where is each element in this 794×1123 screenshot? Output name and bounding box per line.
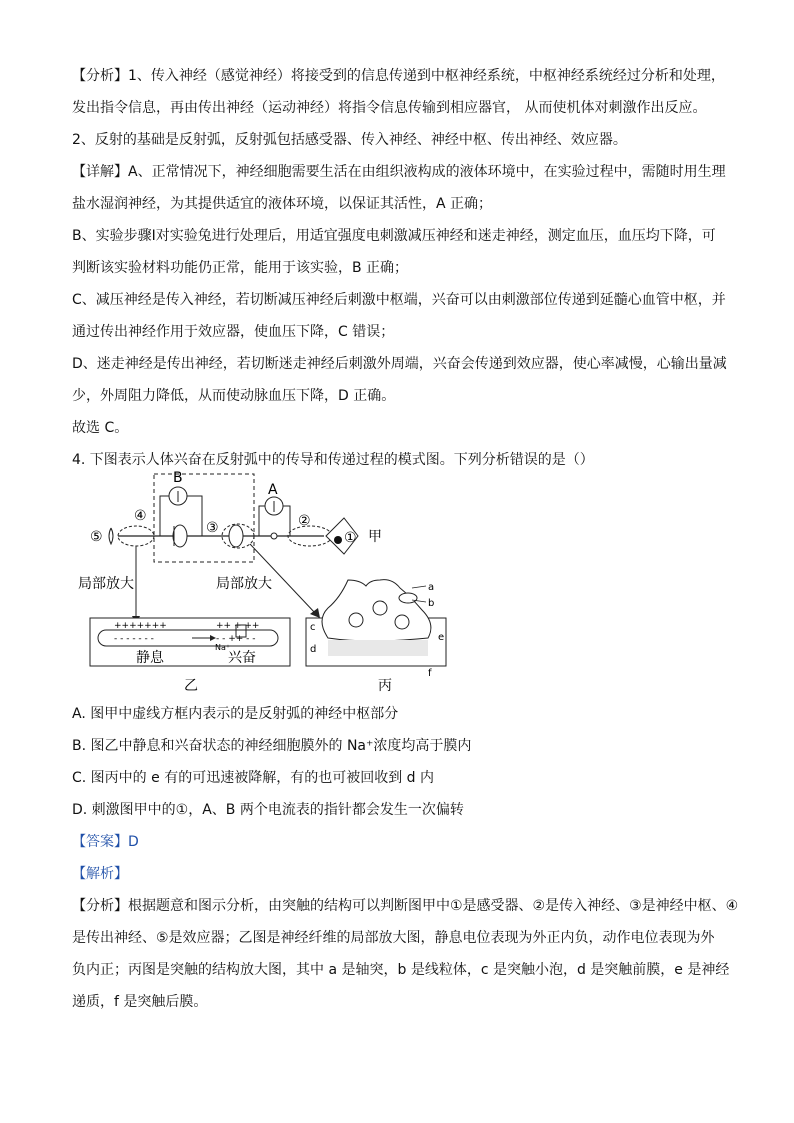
ammeter-a-wire-2: [283, 506, 290, 536]
label-5: ⑤: [90, 529, 103, 545]
analysis-line-1: 【分析】1、传入神经（感觉神经）将接受到的信息传递到中枢神经系统，中枢神经系统经过分析和处理，: [72, 68, 725, 84]
analysis2-line-3: 负内正；丙图是突触的结构放大图，其中 a 是轴突，b 是线粒体，c 是突触小泡，d 是突触前膜，e 是神经: [72, 962, 730, 978]
detail-line-6: 通过传出神经作用于效应器，使血压下降，C 错误；: [72, 324, 395, 340]
ammeter-b-wire-2: [187, 496, 202, 536]
option-a: A. 图甲中虚线方框内表示的是反射弧的神经中枢部分: [72, 706, 399, 722]
analysis-line-3: 2、反射的基础是反射弧，反射弧包括感受器、传入神经、神经中枢、传出神经、效应器。: [72, 132, 627, 148]
plus-right: ++ + ++: [216, 621, 260, 631]
option-c: C. 图丙中的 e 有的可迅速被降解，有的也可被回收到 d 内: [72, 770, 434, 786]
minus-top: - - - - - - -: [114, 634, 154, 644]
vesicle-3: [395, 615, 409, 629]
zoom-label-right: 局部放大: [216, 576, 272, 592]
ammeter-b-wire: [160, 496, 169, 536]
ammeter-a-wire: [259, 506, 265, 536]
jiexi-label: 【解析】: [72, 866, 128, 882]
detail-line-8: 少，外周阻力降低，从而使动脉血压下降，D 正确。: [72, 388, 396, 404]
synapse-1: [173, 525, 187, 547]
analysis2-line-1: 【分析】根据题意和图示分析，由突触的结构可以判断图甲中①是感受器、②是传入神经、③是神经中枢、④: [72, 898, 739, 914]
answer-label: 【答案】D: [72, 834, 139, 850]
analysis2-line-2: 是传出神经、⑤是效应器；乙图是神经纤维的局部放大图，静息电位表现为外正内负，动作电位表现为外: [72, 930, 715, 946]
detail-line-7: D、迷走神经是传出神经，若切断迷走神经后刺激外周端，兴奋会传递到效应器，使心率减慢，心输出量减: [72, 356, 727, 372]
detail-line-9: 故选 C。: [72, 420, 129, 436]
na-label: Na⁺: [215, 643, 231, 652]
label-3: ③: [206, 520, 219, 536]
syn-label-f: f: [428, 668, 432, 679]
syn-label-c: c: [310, 622, 316, 633]
dashed-center-box: [154, 474, 254, 562]
receptor-dot: [334, 536, 342, 544]
label-2: ②: [298, 513, 311, 529]
label-a: A: [268, 482, 278, 498]
option-d: D. 刺激图甲中的①，A、B 两个电流表的指针都会发生一次偏转: [72, 802, 464, 818]
syn-label-d: d: [310, 644, 317, 655]
syn-label-e: e: [438, 632, 445, 643]
minus-right: - - ++ - -: [216, 634, 256, 644]
label-bing: 丙: [378, 678, 392, 694]
label-1: ①: [344, 530, 357, 546]
label-jia: 甲: [368, 529, 382, 545]
label-4: ④: [134, 508, 147, 524]
analysis2-line-4: 递质，f 是突触后膜。: [72, 994, 208, 1010]
zoom-label-left: 局部放大: [78, 576, 134, 592]
detail-line-3: B、实验步骤Ⅰ对实验兔进行处理后，用适宜强度电刺激减压神经和迷走神经，测定血压，血压均下降，可: [72, 228, 716, 244]
reflex-arc-figure: [78, 468, 498, 694]
detail-line-2: 盐水湿润神经，为其提供适宜的液体环境，以保证其活性，A 正确；: [72, 196, 493, 212]
syn-label-b: b: [428, 598, 435, 609]
rest-label: 静息: [136, 650, 164, 666]
vesicle-2: [373, 601, 387, 615]
synapse-2: [229, 525, 243, 547]
question-4-stem: 4. 下图表示人体兴奋在反射弧中的传导和传递过程的模式图。下列分析错误的是（）: [72, 452, 594, 468]
plus-top: +++++++: [114, 621, 167, 631]
label-b: B: [173, 470, 183, 486]
detail-line-5: C、减压神经是传入神经，若切断减压神经后刺激中枢端，兴奋可以由刺激部位传递到延髓心血管中枢，并: [72, 292, 726, 308]
electrode-dot: [271, 533, 277, 539]
excite-label: 兴奋: [228, 650, 256, 666]
label-line-a: [412, 586, 426, 588]
mitochondrion: [399, 593, 417, 603]
postsynaptic-area: [328, 640, 428, 656]
detail-line-1: 【详解】A、正常情况下，神经细胞需要生活在由组织液构成的液体环境中，在实验过程中，需随时用生理: [72, 164, 726, 180]
effector-squiggle: [109, 528, 113, 544]
analysis-line-2: 发出指令信息，再由传出神经（运动神经）将指令信息传输到相应器官， 从而使机体对刺激作出反应。: [72, 100, 707, 116]
detail-line-4: 判断该实验材料功能仍正常，能用于该实验，B 正确；: [72, 260, 409, 276]
option-b: B. 图乙中静息和兴奋状态的神经细胞膜外的 Na⁺浓度均高于膜内: [72, 738, 472, 754]
vesicle-1: [349, 613, 363, 627]
syn-label-a: a: [428, 582, 435, 593]
label-yi: 乙: [184, 678, 198, 694]
